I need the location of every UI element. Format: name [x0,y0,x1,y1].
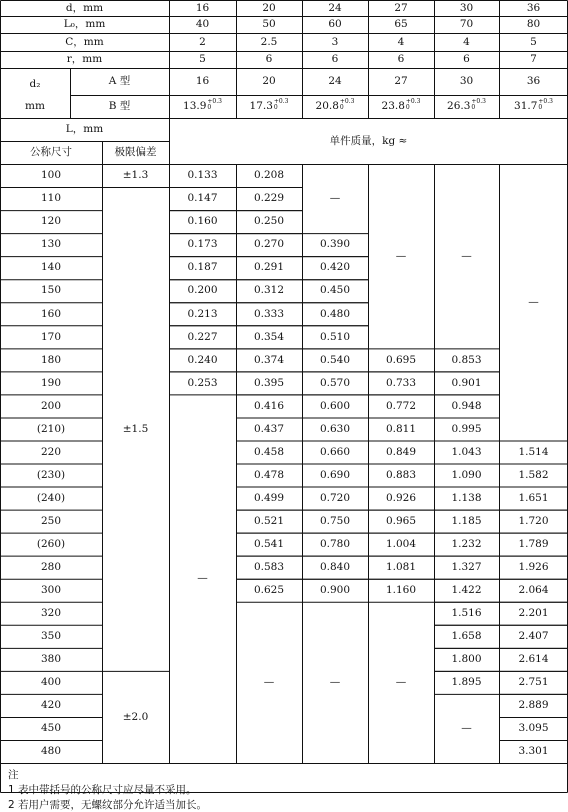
mass-cell: 1.043 [451,445,482,458]
mass-cell: 1.160 [385,583,417,596]
mass-cell: 0.733 [385,376,417,389]
header-value-r: 6 [331,53,339,66]
mass-cell: 0.458 [253,445,285,458]
mass-cell: 1.232 [451,537,482,550]
nominal-size-cell: 140 [40,261,62,274]
dash-cell: — [528,295,539,308]
deviation-header: 极限偏差 [114,146,157,159]
mass-cell: 0.510 [319,330,351,343]
mass-cell: 1.327 [451,560,482,573]
dash-cell: — [461,722,472,735]
l-header-title: L，mm [65,123,104,136]
mass-cell: 2.064 [518,583,549,596]
dash-cell: — [329,676,341,689]
mass-cell: 1.895 [451,676,482,689]
tolerance-upper: +0.3 [273,97,289,105]
mass-cell: 0.200 [187,284,218,297]
dash-cell: — [395,676,407,689]
type-a-value: 20 [262,75,276,88]
mass-cell: 0.720 [319,491,351,504]
mass-cell: 1.516 [451,607,482,620]
header-value-C: 5 [530,35,537,48]
mass-cell: 0.600 [319,399,351,412]
type-b-tolerance [538,99,553,111]
nominal-size-cell: 450 [40,722,62,735]
mass-cell: 2.614 [518,653,549,666]
mass-cell: 0.521 [253,514,285,527]
header-value-L0: 70 [459,18,474,31]
d2-unit-label: mm [25,99,45,112]
tolerance-upper: +0.3 [339,97,355,105]
mass-cell: 1.651 [518,491,549,504]
mass-cell: 0.208 [253,169,285,182]
nominal-size-cell: 320 [40,607,62,620]
mass-cell: 0.416 [253,399,285,412]
mass-cell: 1.514 [518,445,549,458]
deviation-cell: ±1.5 [122,422,149,435]
type-b-value [434,95,499,118]
header-value-r: 7 [530,53,537,66]
mass-cell: 3.095 [518,722,549,735]
dash-cell: — [395,249,407,262]
mass-cell: 1.185 [451,514,482,527]
nominal-size-cell: 280 [40,560,62,573]
tolerance-upper: +0.3 [207,97,222,105]
nominal-size-header: 公称尺寸 [30,146,72,159]
header-value-d: 16 [195,1,210,14]
mass-cell: 0.229 [253,192,285,205]
mass-cell: 0.291 [253,261,285,274]
mass-cell: 0.213 [187,307,218,320]
header-value-L0: 60 [328,18,342,31]
mass-cell: 1.800 [451,653,482,666]
header-label-r: r，mm [66,53,103,66]
deviation-cell: ±1.3 [122,169,149,182]
mass-cell: 0.240 [187,353,218,366]
header-value-d: 27 [394,1,408,14]
mass-cell: 3.301 [518,745,549,758]
type-b-value [302,95,368,118]
nominal-size-cell: 400 [40,676,62,689]
mass-cell: 0.270 [253,238,285,251]
mass-cell: 2.407 [518,630,549,643]
nominal-size-cell: (260) [36,537,66,550]
mass-cell: 0.901 [451,376,482,389]
mass-cell: 0.390 [319,238,351,251]
tolerance-upper: +0.3 [405,97,421,105]
header-value-d: 24 [328,1,342,14]
nominal-size-cell: 100 [40,169,62,182]
header-label-d: d，mm [65,1,104,14]
mass-cell: 0.253 [187,376,218,389]
header-value-C: 2.5 [260,35,278,48]
mass-cell: 1.720 [518,514,549,527]
header-value-L0: 80 [526,18,541,31]
nominal-size-cell: (240) [36,491,66,504]
mass-cell: 0.926 [385,491,417,504]
type-a-value: 16 [195,75,210,88]
mass-cell: 0.965 [385,514,417,527]
header-value-C: 4 [397,35,405,48]
type-b-base: 26.3 [447,100,471,113]
header-value-C: 3 [331,35,339,48]
mass-cell: 0.625 [253,583,285,596]
dash-cell: — [197,572,208,585]
mass-cell: 1.090 [451,468,482,481]
mass-cell: 1.422 [451,583,482,596]
nominal-size-cell: 200 [40,399,62,412]
mass-cell: 0.395 [253,376,285,389]
tolerance-lower: 0 [471,103,476,111]
header-value-r: 6 [265,53,273,66]
mass-cell: 0.173 [187,238,218,251]
header-value-r: 5 [199,53,206,66]
mass-cell: 0.948 [451,399,482,412]
header-label-L0: L₀，mm [63,18,106,31]
nominal-size-cell: (210) [36,422,66,435]
mass-cell: 1.789 [518,537,549,550]
type-b-base: 23.8 [381,100,405,113]
notes-title: 注 [8,769,19,782]
mass-cell: 0.840 [319,560,351,573]
type-a-value: 27 [394,75,408,88]
mass-cell: 0.690 [319,468,351,481]
mass-cell: 0.541 [253,537,285,550]
type-b-tolerance [406,99,421,111]
mass-cell: 0.570 [319,376,351,389]
mass-cell: 0.250 [253,215,285,228]
type-b-tolerance [471,99,486,111]
header-value-L0: 40 [195,18,210,31]
header-value-C: 4 [463,35,470,48]
mass-cell: 2.201 [518,607,549,620]
tolerance-lower: 0 [405,103,410,111]
dash-cell: — [263,676,275,689]
nominal-size-cell: 380 [40,653,62,666]
mass-cell: 0.811 [385,422,417,435]
mass-cell: 0.187 [187,261,218,274]
type-b-base: 17.3 [249,100,273,113]
nominal-size-cell: 420 [40,699,62,712]
type-a-value: 36 [526,75,541,88]
mass-cell: 0.374 [253,353,285,366]
nominal-size-cell: 130 [40,238,62,251]
header-value-d: 20 [262,1,276,14]
header-value-L0: 50 [262,18,276,31]
mass-cell: 0.883 [385,468,417,481]
header-label-C: C，mm [65,35,104,48]
mass-cell: 1.658 [451,630,482,643]
mass-cell: 0.630 [319,422,351,435]
nominal-size-cell: 250 [40,514,62,527]
mass-cell: 0.333 [253,307,285,320]
header-value-r: 6 [397,53,405,66]
mass-cell: 0.450 [319,284,351,297]
header-value-r: 6 [463,53,470,66]
mass-cell: 2.889 [518,699,549,712]
header-value-L0: 65 [394,18,408,31]
mass-cell: 1.926 [518,560,549,573]
mass-cell: 0.780 [319,537,351,550]
mass-cell: 0.540 [319,353,351,366]
type-b-value [499,95,568,118]
mass-cell: 0.354 [253,330,285,343]
dash-cell: — [461,249,472,262]
header-value-C: 2 [199,35,206,48]
type-a-value: 30 [459,75,474,88]
nominal-size-cell: 480 [40,745,62,758]
tolerance-lower: 0 [207,103,212,111]
header-value-d: 30 [459,1,474,14]
nominal-size-cell: 110 [40,192,62,205]
tolerance-lower: 0 [273,103,278,111]
header-value-d: 36 [526,1,541,14]
mass-cell: 0.480 [319,307,351,320]
mass-header: 单件质量，kg ≈ [329,134,408,147]
mass-cell: 1.582 [518,468,549,481]
nominal-size-cell: 160 [40,307,62,320]
mass-cell: 0.160 [187,215,218,228]
mass-cell: 1.081 [385,560,417,573]
mass-cell: 0.695 [385,353,417,366]
mass-cell: 0.499 [253,491,285,504]
type-b-label: B 型 [108,100,131,113]
type-b-tolerance [274,99,289,111]
nominal-size-cell: 300 [40,583,62,596]
nominal-size-cell: 220 [40,445,62,458]
nominal-size-cell: 120 [40,215,62,228]
type-b-base: 20.8 [315,100,339,113]
mass-cell: 0.900 [319,583,351,596]
mass-cell: 0.227 [187,330,218,343]
mass-cell: 0.437 [253,422,285,435]
mass-cell: 0.750 [319,514,351,527]
type-b-base: 13.9 [183,100,207,113]
deviation-cell: ±2.0 [122,710,149,723]
type-b-base: 31.7 [514,100,538,113]
mass-cell: 0.147 [187,192,218,205]
tolerance-upper: +0.3 [471,97,486,105]
type-a-label: A 型 [108,75,131,88]
nominal-size-cell: (230) [36,468,66,481]
d2-label: d₂ [29,77,41,90]
mass-cell: 0.583 [253,560,285,573]
tolerance-lower: 0 [538,103,543,111]
note-item: 1 表中带括号的公称尺寸应尽量不采用。 [8,784,197,797]
tolerance-upper: +0.3 [538,97,553,105]
type-b-tolerance [207,99,222,111]
mass-cell: 2.751 [518,676,549,689]
nominal-size-cell: 150 [40,284,62,297]
nominal-size-cell: 190 [40,376,62,389]
dash-cell: — [329,192,341,205]
mass-cell: 0.849 [385,445,417,458]
mass-cell: 0.995 [451,422,482,435]
mass-cell: 0.853 [451,353,482,366]
type-b-tolerance [340,99,355,111]
mass-cell: 1.138 [451,491,482,504]
nominal-size-cell: 170 [40,330,62,343]
mass-cell: 0.420 [319,261,351,274]
note-item: 2 若用户需要，无螺纹部分允许适当加长。 [8,799,208,812]
mass-cell: 0.772 [385,399,417,412]
type-b-value [236,95,302,118]
nominal-size-cell: 180 [40,353,62,366]
nominal-size-cell: 350 [40,630,62,643]
mass-cell: 0.312 [253,284,285,297]
tolerance-lower: 0 [339,103,344,111]
type-b-value [368,95,434,118]
mass-cell: 0.133 [187,169,218,182]
mass-cell: 0.478 [253,468,285,481]
mass-cell: 0.660 [319,445,351,458]
mass-cell: 1.004 [385,537,417,550]
type-b-value [169,95,236,118]
type-a-value: 24 [328,75,342,88]
